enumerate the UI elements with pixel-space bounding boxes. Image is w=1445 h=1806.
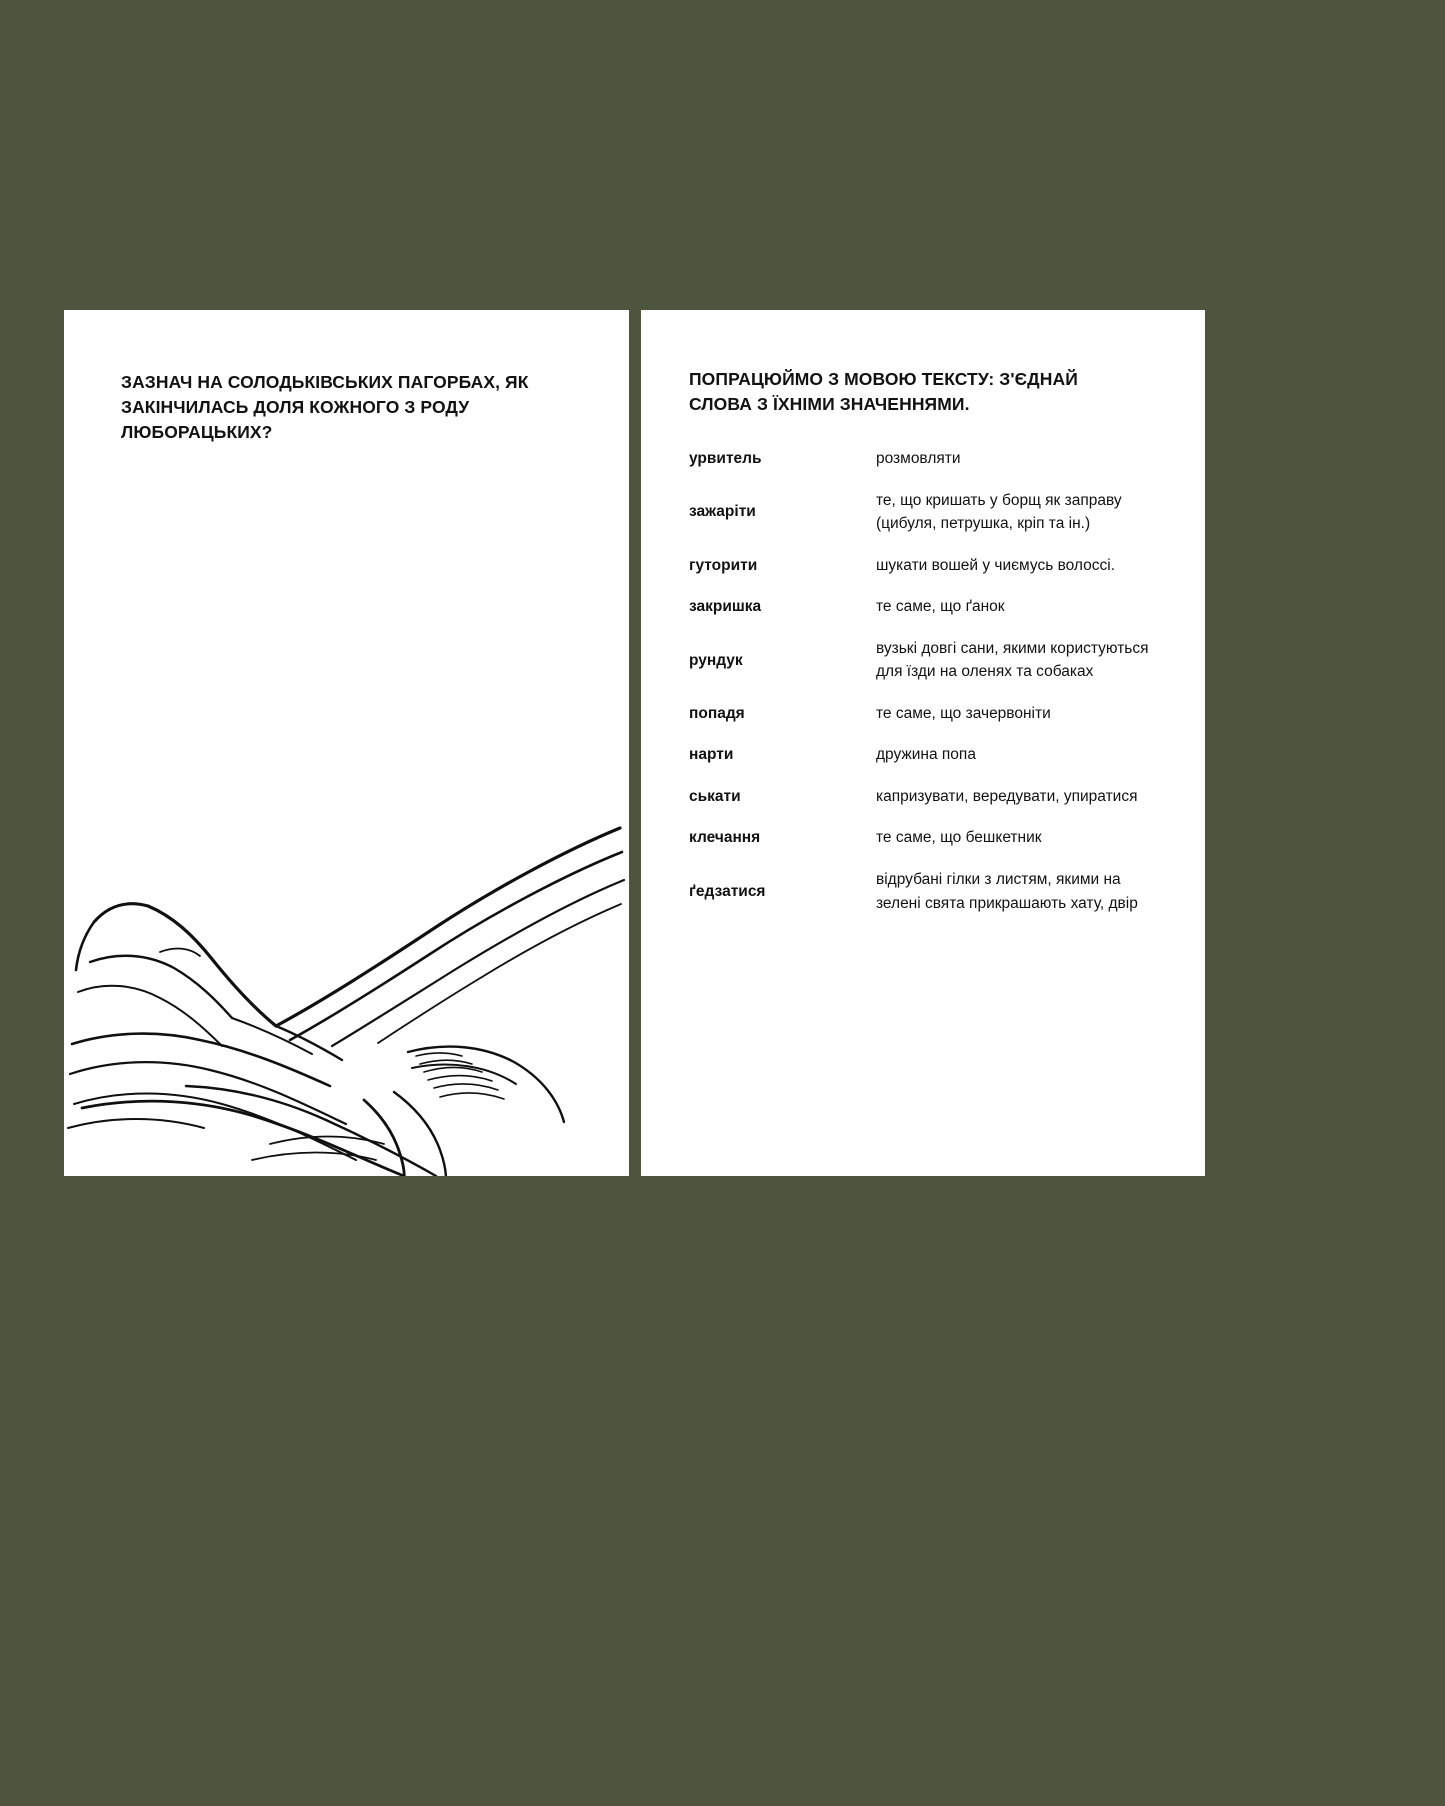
table-row [689,586,1159,628]
vocab-definition[interactable]: розмовляти [875,450,961,467]
table-row [689,693,1159,735]
table-row [689,734,1159,776]
table-row [689,438,1159,480]
table-row [689,817,1159,859]
vocab-definition[interactable]: те саме, що бешкетник [875,829,1042,847]
vocab-term[interactable]: ськати [689,787,741,805]
table-row [689,859,1159,924]
vocab-term[interactable]: рундук [689,651,743,669]
vocab-definition[interactable]: капризувати, вередувати, упиратися [875,787,1138,805]
vocabulary-matching-table [689,438,1159,924]
vocab-definition[interactable]: відрубані гілки з листям, якими на зелені свята прикрашають хату, двір [875,871,1138,912]
vocab-definition[interactable]: дружина попа [875,746,976,764]
vocab-term[interactable]: ґедзатися [689,882,766,900]
right-page [641,310,1205,1176]
table-row [689,776,1159,818]
vocab-definition[interactable]: те саме, що зачервоніти [875,704,1051,722]
vocab-term[interactable]: нарти [689,746,734,764]
vocab-definition[interactable]: шукати вошей у чиємусь волоссі. [875,556,1116,574]
vocab-term[interactable]: гуторити [689,556,758,574]
table-row [689,480,1159,545]
vocab-definition[interactable]: вузькі довгі сани, якими користуються для їзди на оленях та собаках [875,639,1149,681]
vocab-term[interactable]: зажаріти [689,503,756,521]
vocab-definition[interactable]: те, що кришать у борщ як заправу (цибуля, петрушка, кріп та ін.) [875,491,1122,533]
vocab-definition[interactable]: те саме, що ґанок [875,598,1005,616]
table-row [689,545,1159,587]
vocabulary-rows [689,438,1159,924]
left-page [64,310,629,1176]
vocab-term[interactable]: закришка [689,598,762,616]
vocab-term[interactable]: урвитель [689,450,762,467]
hills-and-river-line-drawing [64,756,629,1176]
right-page-heading: ПОПРАЦЮЙМО З МОВОЮ ТЕКСТУ: З'ЄДНАЙ СЛОВА З ЇХНІМИ ЗНАЧЕННЯМИ. [689,369,1078,414]
table-row [689,628,1159,693]
vocab-term[interactable]: попадя [689,704,745,722]
left-page-heading: ЗАЗНАЧ НА СОЛОДЬКІВСЬКИХ ПАГОРБАХ, ЯК ЗАКІНЧИЛАСЬ ДОЛЯ КОЖНОГО З РОДУ ЛЮБОРАЦЬКИХ? [121,372,529,442]
vocab-term[interactable]: клечання [689,829,761,847]
